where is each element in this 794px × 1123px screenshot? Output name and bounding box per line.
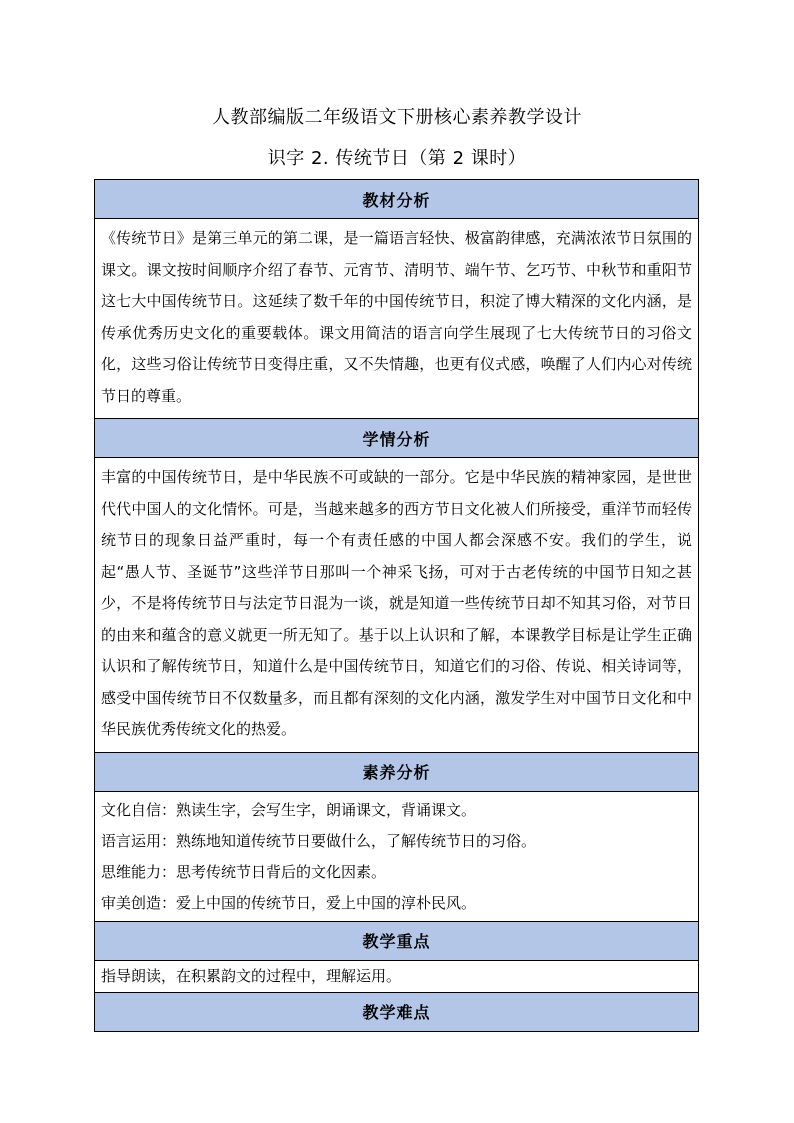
literacy-item-aesthetic-creation: 审美创造：爱上中国的传统节日，爱上中国的淳朴民风。 bbox=[101, 893, 477, 912]
section-heading-literacy-analysis: 素养分析 bbox=[95, 753, 698, 792]
textbook-analysis-paragraph: 《传统节日》是第三单元的第二课，是一篇语言轻快、极富韵律感，充满浓浓节日氛围的课文。课文按时间顺序介绍了春节、元宵节、清明节、端午节、乞巧节、中秋节和重阳节这七大中国传统节日。这延续了数千年的中国传统节日，积淀了博大精深的文化内涵，是传承优秀历史文化的重要载体。课文用简洁的语言向学生展现了七大传统节日的习俗文化，这些习俗让传统节日变得庄重，又不失情趣，也更有仪式感，唤醒了人们内心对传统节日的尊重。 bbox=[101, 229, 692, 405]
section-heading-key-points: 教学重点 bbox=[95, 922, 698, 961]
section-heading-textbook-analysis: 教材分析 bbox=[95, 180, 698, 219]
section-heading-difficulties: 教学难点 bbox=[95, 993, 698, 1031]
section-body-key-points: 指导朗读，在积累韵文的过程中，理解运用。 bbox=[95, 961, 698, 993]
lesson-subtitle: 识字 2. 传统节日（第 2 课时） bbox=[267, 148, 527, 169]
section-body-textbook-analysis bbox=[95, 219, 698, 419]
document-title: 人教部编版二年级语文下册核心素养教学设计 bbox=[212, 107, 582, 128]
section-heading-student-analysis: 学情分析 bbox=[95, 419, 698, 458]
literacy-item-language-use: 语言运用：熟练地知道传统节日要做什么，了解传统节日的习俗。 bbox=[101, 831, 537, 850]
section-body-literacy-analysis bbox=[95, 792, 698, 922]
section-body-student-analysis bbox=[95, 458, 698, 753]
lesson-plan-table bbox=[94, 179, 699, 1032]
literacy-item-cultural-confidence: 文化自信：熟读生字，会写生字，朗诵课文，背诵课文。 bbox=[101, 800, 477, 819]
student-analysis-paragraph: 丰富的中国传统节日，是中华民族不可或缺的一部分。它是中华民族的精神家园，是世世代代中国人的文化情怀。可是，当越来越多的西方节日文化被人们所接受，重洋节而轻传统节日的现象日益严重时，每一个有责任感的中国人都会深感不安。我们的学生，说起“愚人节、圣诞节”这些洋节日那叫一个神采飞扬，可对于古老传统的中国节日知之甚少，不是将传统节日与法定节日混为一谈，就是知道一些传统节日却不知其习俗，对节日的由来和蕴含的意义就更一所无知了。基于以上认识和了解，本课教学目标是让学生正确认识和了解传统节日，知道什么是中国传统节日，知道它们的习俗、传说、相关诗词等，感受中国传统节日不仅数量多，而且都有深刻的文化内涵，激发学生对中国节日文化和中华民族优秀传统文化的热爱。 bbox=[101, 468, 692, 738]
literacy-item-thinking-ability: 思维能力：思考传统节日背后的文化因素。 bbox=[101, 862, 387, 881]
